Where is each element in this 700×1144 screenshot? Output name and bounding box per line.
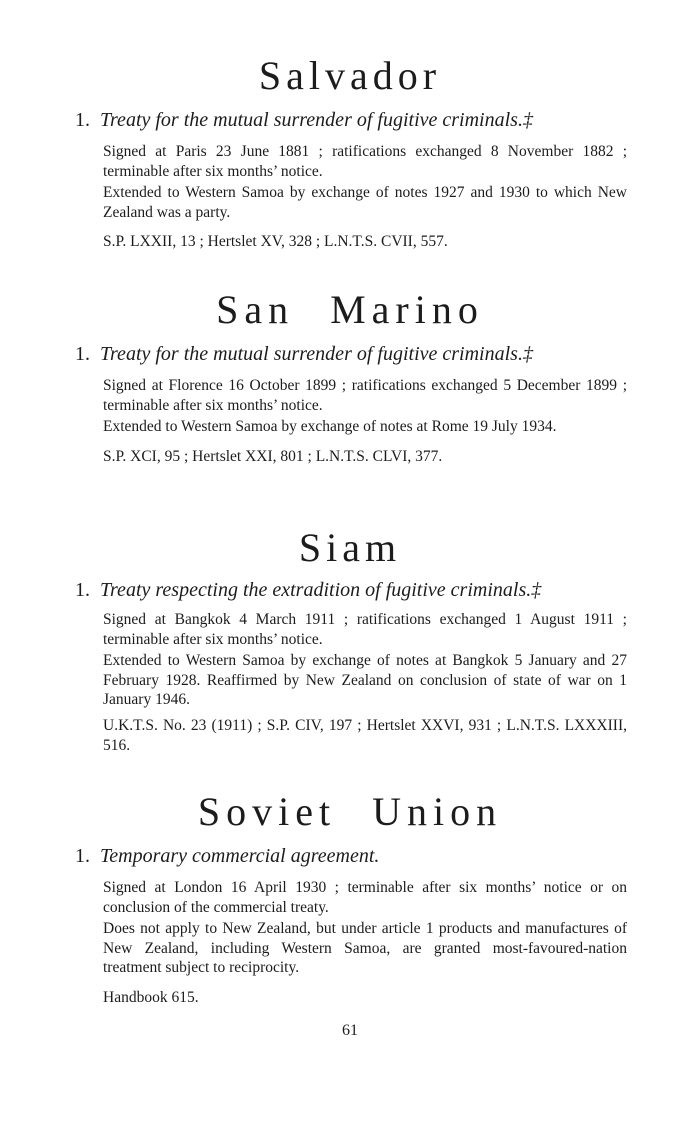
treaty-number: 1. [75, 109, 90, 131]
signing-paragraph: Signed at Bangkok 4 March 1911 ; ratifications exchanged 1 August 1911 ; terminable after six months’ notice. [103, 611, 627, 648]
treaty-number: 1. [75, 579, 90, 601]
signing-paragraph: Signed at Florence 16 October 1899 ; ratifications exchanged 5 December 1899 ; terminable after six months’ notice. [103, 377, 627, 414]
treaty-title: Treaty for the mutual surrender of fugitive criminals.‡ [100, 109, 533, 131]
signing-paragraph: Signed at Paris 23 June 1881 ; ratifications exchanged 8 November 1882 ; terminable after six months’ notice. [103, 143, 627, 180]
signing-paragraph: Signed at London 16 April 1930 ; terminable after six months’ notice or on conclusion of the commercial treaty. [103, 879, 627, 916]
treaty-number: 1. [75, 343, 90, 365]
extension-paragraph: Extended to Western Samoa by exchange of notes at Rome 19 July 1934. [103, 418, 557, 436]
treaty-title: Temporary commercial agreement. [100, 845, 380, 867]
extension-paragraph: Extended to Western Samoa by exchange of notes 1927 and 1930 to which New Zealand was a party. [103, 184, 627, 221]
country-heading: Salvador [258, 53, 442, 98]
reference-line: S.P. LXXII, 13 ; Hertslet XV, 328 ; L.N.T.S. CVII, 557. [103, 233, 448, 251]
country-heading: Siam [298, 525, 402, 570]
page-number: 61 [342, 1022, 358, 1039]
section-san-marino [0, 287, 700, 466]
treaty-title: Treaty respecting the extradition of fugitive criminals.‡ [100, 579, 542, 601]
treaty-heading [0, 578, 700, 602]
section-soviet-union [0, 789, 700, 1008]
section-siam [0, 525, 700, 755]
application-paragraph: Does not apply to New Zealand, but under article 1 products and manufactures of New Zealand, including Western Samoa, are granted most-favoured-nation treatment subject to reciprocity. [103, 920, 627, 977]
treaty-title: Treaty for the mutual surrender of fugitive criminals.‡ [100, 343, 533, 365]
country-heading: San Marino [216, 287, 484, 332]
treaty-heading [0, 844, 700, 868]
reference-line: Handbook 615. [103, 988, 199, 1006]
treaty-heading [0, 342, 700, 366]
treaty-number: 1. [75, 845, 90, 867]
treaty-heading [0, 108, 700, 132]
country-heading: Soviet Union [197, 789, 503, 834]
reference-line: S.P. XCI, 95 ; Hertslet XXI, 801 ; L.N.T.S. CLVI, 377. [103, 447, 443, 465]
section-salvador [0, 53, 700, 252]
reference-line: U.K.T.S. No. 23 (1911) ; S.P. CIV, 197 ; Hertslet XXVI, 931 ; L.N.T.S. LXXXIII, 516. [103, 716, 627, 754]
extension-paragraph: Extended to Western Samoa by exchange of notes at Bangkok 5 January and 27 February 1928. Reaffirmed by New Zealand on conclusion of state of war on 1 January 1946. [103, 652, 627, 709]
